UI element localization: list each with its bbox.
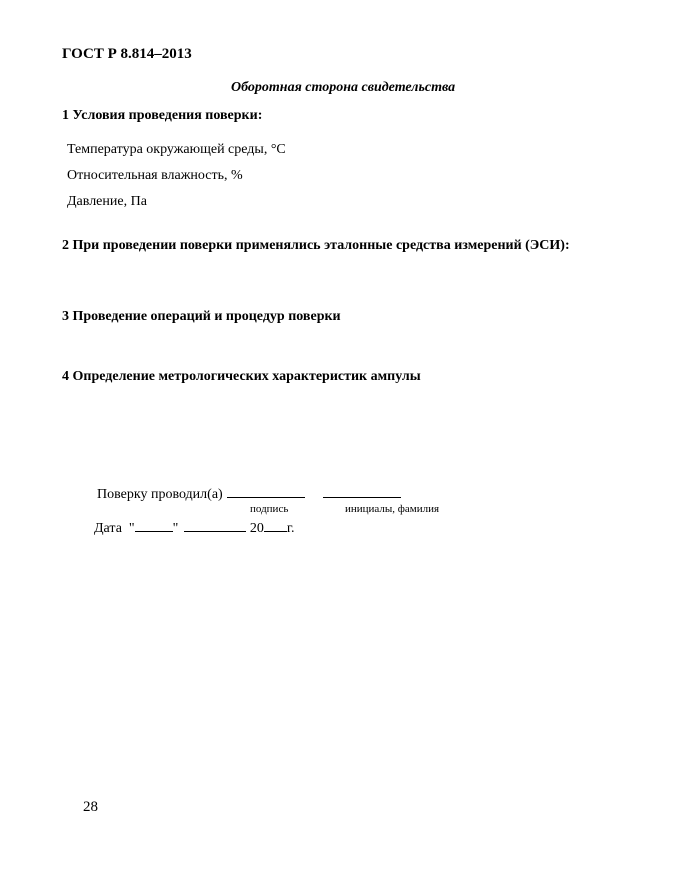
section-2-title: 2 При проведении поверки применялись эталонные средства измерений (ЭСИ):: [62, 238, 570, 253]
field-temperature: Температура окружающей среды, °С: [67, 142, 286, 157]
section-1-title: 1 Условия проведения поверки:: [62, 108, 263, 123]
date-label: Дата: [94, 521, 122, 536]
field-humidity: Относительная влажность, %: [67, 168, 243, 183]
year-suffix: г.: [286, 521, 295, 536]
section-4-title: 4 Определение метрологических характеристик ампулы: [62, 369, 421, 384]
quote-close: ": [172, 521, 179, 536]
signature-blank: [227, 484, 305, 498]
document-code: ГОСТ Р 8.814–2013: [62, 46, 192, 62]
page-subtitle: Оборотная сторона свидетельства: [231, 80, 456, 95]
name-caption: инициалы, фамилия: [345, 503, 440, 515]
signature-row: [97, 484, 401, 503]
date-row: [94, 518, 295, 537]
year-prefix: 20: [249, 521, 264, 536]
page-number: 28: [83, 799, 98, 815]
day-blank: [135, 518, 173, 532]
field-pressure: Давление, Па: [67, 194, 147, 209]
section-3-title: 3 Проведение операций и процедур поверки: [62, 309, 341, 324]
quote-open: ": [128, 521, 135, 536]
month-blank: [184, 518, 246, 532]
year-blank: [264, 518, 287, 532]
name-blank: [323, 484, 401, 498]
signature-label: Поверку проводил(а): [97, 487, 223, 502]
signature-caption: подпись: [250, 503, 289, 515]
